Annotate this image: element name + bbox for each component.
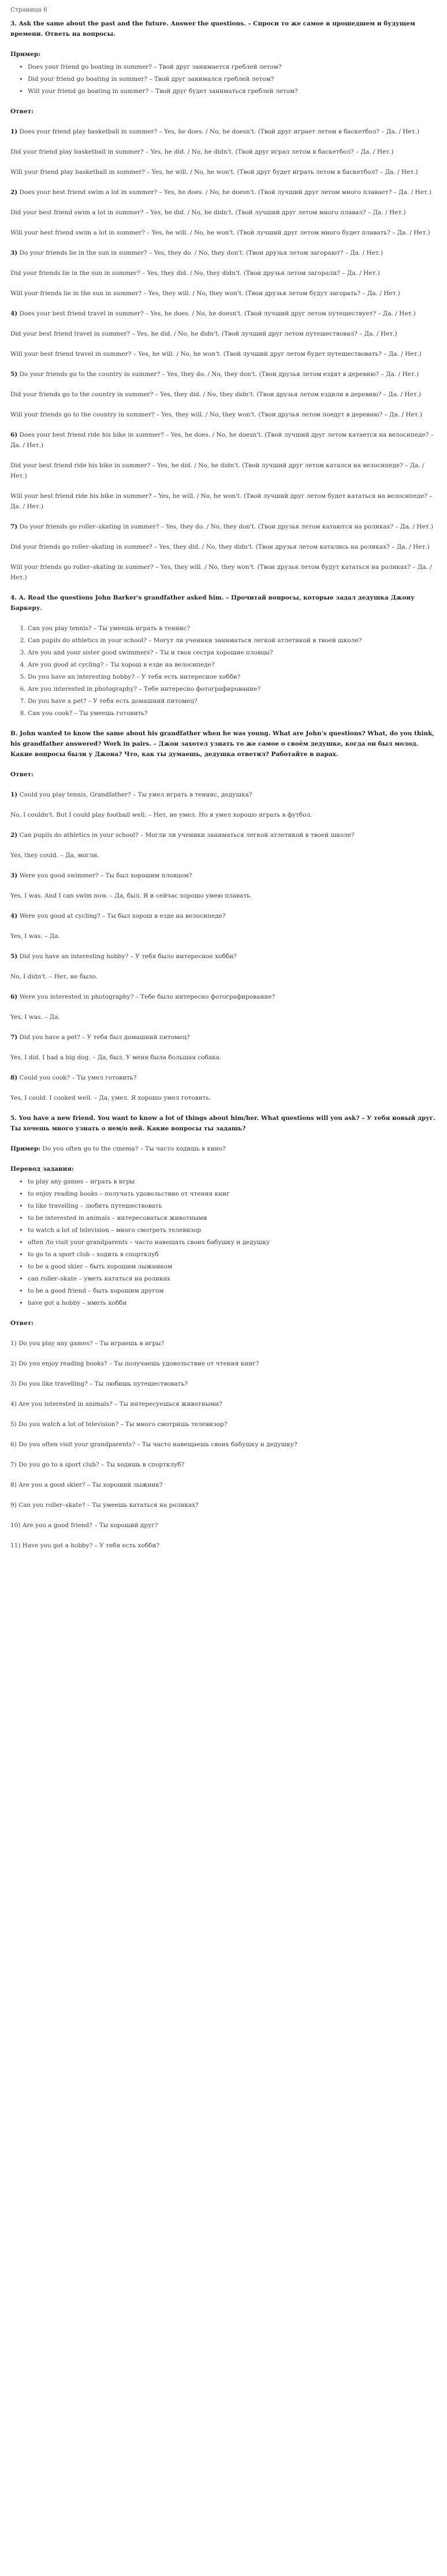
task4b-answer-group [10,992,435,1022]
page-label: Страница 6 [10,6,47,13]
list-item: 7. Do you have a pet? – У тебя есть домашний питомец? [28,696,435,706]
task3-heading: 3. Ask the same about the past and the future. Answer the questions. – Спроси то же самое в прошедшем и будущем времени. Ответь на вопросы. [10,20,415,38]
list-item: • to be interested in animals – интересоваться животными [28,1213,435,1223]
answer-line [10,430,435,451]
answer-number: 3) [10,872,18,879]
answer-line: Did your best friend swim a lot in summer? – Yes, he did. / No, he didn't. (Твой лучший друг летом много плавал? – Да. / Нет.) [10,209,406,216]
task5-translation-label: Перевод задания: [10,1166,74,1172]
task3-answer-group [10,248,435,299]
question-text: Could you cook? – Ты умел готовить? [19,1074,137,1081]
answer-line: Will your best friend travel in summer? – Yes, he will. / No, he won't. (Твой лучший друг летом будет путешествовать? – Да. / Нет.) [10,351,422,358]
reply-line: Yes, they could. – Да, могли. [10,852,99,859]
answer-text: Does your friend play basketball in summer? – Yes, he does. / No, he doesn't. (Твой друг играет летом в баскетбол? – Да. / Нет.) [19,128,419,135]
answer-line: Did your friends go roller–skating in summer? – Yes, they did. / No, they didn't. (Твои друзья летом катались на роликах? – Да. / Нет.) [10,544,430,550]
list-item: 5. Do you have an interesting hobby? – У тебя есть интересное хобби? [28,672,435,682]
answer-line: Did your friends go to the country in summer? – Yes, they did. / No, they didn't. (Твои друзья летом ездили в деревню? – Да. / Нет.) [10,391,422,398]
answer-number: 6) [10,431,18,438]
answer-line [10,308,435,319]
list-item: 1. Can you play tennis? – Ты умеешь играть в теннис? [28,623,435,634]
answer-line: Will your best friend swim a lot in summer? – Yes, he will. / No, he won't. (Твой лучший друг летом много будет плавать? – Да. / Нет.) [10,229,430,236]
answer-line [10,248,435,258]
list-item: 6. Are you interested in photography? – Тебе интересно фотографирование? [28,684,435,694]
list-item: • Did your friend go boating in summer? – Твой друг занимался греблей летом? [28,74,435,84]
reply-line: Yes, I did. I had a big dog. – Да, был. У меня была большая собака. [10,1054,222,1061]
question-line [10,992,435,1002]
task4b-answer-group [10,790,435,820]
list-item: 8. Can you cook? – Ты умеешь готовить? [28,708,435,719]
answer-number: 4) [10,310,18,317]
task4b-heading: B. John wanted to know the same about his grandfather when he was young. What are John's questions? What, do you think, his grandfather answered? Work in pairs. – Джон захотел узнать то же самое о своём дедушке, когда он был молод. Какие вопросы были у Джона? Что, как ты думаешь, дедушка ответил? Работайте в парах. [10,730,435,758]
answer-text: Do your friends go to the country in summer? – Yes, they do. / No, they don't. (Твои друзья летом ездят в деревню? – Да. / Нет.) [19,371,419,378]
answer-line: 6) Do you often visit your grandparents? – Ты часто навещаешь своих бабушку и дедушку? [10,1441,297,1448]
question-line [10,830,435,840]
answer-text: Does your best friend ride his bike in summer? – Yes, he does. / No, he doesn't. (Твой лучший друг летом катается на велосипеде? – Да. / Нет.) [10,431,434,449]
answer-line: 1) Do you play any games? – Ты играешь в игры? [10,1340,165,1347]
list-item: • to be a good friend – быть хорошим другом [28,1286,435,1296]
task4b-answer-group [10,911,435,941]
question-text: Did you have an interesting hobby? – У тебя было интересное хобби? [19,953,237,960]
answer-line: Did your friend play basketball in summer? – Yes, he did. / No, he didn't. (Твой друг играл летом в баскетбол? – Да. / Нет.) [10,148,394,155]
task4b-answer-group [10,1032,435,1063]
reply-line: Yes, I was. – Да. [10,933,60,940]
task4b-answer-group [10,1073,435,1103]
answer-number: 5) [10,953,18,960]
list-item: • to be a good skier – быть хорошим лыжником [28,1261,435,1272]
task4b-answer-label: Ответ: [10,771,34,778]
answer-number: 7) [10,523,18,530]
task4b-answer-group [10,830,435,861]
answer-line: 9) Can you roller–skate? – Ты умеешь кататься на роликах? [10,1502,199,1509]
task4a-question-list [10,623,435,719]
answer-line: Will your friend play basketball in summer? – Yes, he will. / No, he won't. (Твой друг будет играть летом в баскетбол? – Да. / Нет.) [10,169,418,176]
task3-answer-group [10,430,435,512]
answer-line: Will your friends go to the country in summer? – Yes, they will. / No, they won't. (Твои друзья летом поедут в деревню? – Да. / Нет.) [10,411,423,418]
answer-line: Will your friends go roller–skating in summer? – Yes, they will. / No, they won't. (Твои друзья летом будут кататься на роликах? – Да. / Нет.) [10,564,432,581]
answer-number: 2) [10,832,18,839]
answer-line: 4) Are you interested in animals? – Ты интересуешься животными? [10,1401,222,1408]
question-text: Did you have a pet? – У тебя был домашний питомец? [19,1034,190,1041]
list-item: • often /to visit your grandparents – часто навещать своих бабушку и дедушку [28,1237,435,1248]
answer-line: Did your best friend travel in summer? – Yes, he did. / No, he didn't. (Твой лучший друг летом путешествовал? – Да. / Нет.) [10,330,397,337]
answer-line [10,126,435,137]
answer-line: 3) Do you like travelling? – Ты любишь путешествовать? [10,1380,188,1387]
reply-line: Yes, I could. I cooked well. – Да, умел. Я хорошо умел готовить. [10,1095,211,1101]
answer-number: 1) [10,791,18,798]
answer-line: 10) Are you a good friend? – Ты хороший друг? [10,1522,158,1529]
answer-line: 2) Do you enjoy reading books? – Ты получаешь удовольствие от чтения книг? [10,1360,259,1367]
question-line [10,1073,435,1083]
list-item: • Does your friend go boating in summer? – Твой друг занимается греблей летом? [28,62,435,72]
answer-number: 3) [10,250,18,256]
task4b-answer-group [10,951,435,982]
answer-line [10,187,435,198]
answer-number: 4) [10,913,18,920]
task3-example-list [10,62,435,96]
answer-line: Did your friends lie in the sun in summer? – Yes, they did. / No, they didn't. (Твои друзья летом загорали? – Да. / Нет.) [10,270,380,277]
answer-line: 7) Do you go to a sport club? – Ты ходишь в спортклуб? [10,1461,185,1468]
task3-answer-group [10,187,435,238]
answer-text: Does your best friend travel in summer? – Yes, he does. / No, he doesn't. (Твой лучший друг летом путешествует? – Да. / Нет.) [19,310,416,317]
question-line [10,911,435,921]
answer-number: 7) [10,1034,18,1041]
list-item: 2. Can pupils do athletics in your school? – Могут ли ученики заниматься легкой атлетикой в твоей школе? [28,635,435,646]
list-item: 3. Are you and your sister good swimmers? – Ты и твоя сестра хорошие пловцы? [28,647,435,658]
list-item: • have got a hobby – иметь хобби [28,1298,435,1308]
reply-line: No, I didn't. – Нет, не было. [10,973,98,980]
task5-answer-label: Ответ: [10,1320,34,1327]
question-text: Could you play tennis, Grandfather? – Ты умел играть в теннис, дедушка? [19,791,252,798]
question-text: Were you good at cycling? – Ты был хорош в езде на велосипеде? [19,913,226,920]
answer-line: Did your best friend ride his bike in summer? – Yes, he did. / No, he didn't. (Твой лучший друг летом катался на велосипеде? – Да. / Нет.) [10,462,424,479]
question-line [10,870,435,881]
list-item: • to like travelling – любить путешествовать [28,1201,435,1211]
task4a-heading: 4. A. Read the questions John Barker's grandfather asked him. – Прочитай вопросы, которые задал дедушка Джону Баркеру. [10,594,415,612]
answer-line [10,522,435,532]
answer-number: 5) [10,371,18,378]
question-text: Can pupils do athletics in your school? – Могли ли ученики заниматься легкой атлетикой в твоей школе? [19,832,355,839]
list-item: • to enjoy reading books – получать удовольствие от чтения книг [28,1189,435,1199]
task3-answer-group [10,308,435,359]
answer-line: 11) Have you got a hobby? – У тебя есть хобби? [10,1542,159,1549]
task3-answer-group [10,369,435,420]
task3-answer-group [10,522,435,583]
reply-line: No, I couldn't. But I could play football well. – Нет, не умел. Но я умел хорошо играть в футбол. [10,811,312,818]
task4b-answer-group [10,870,435,901]
task5-example [10,1144,435,1154]
list-item: • to play any games – играть в игры [28,1177,435,1187]
question-line [10,951,435,962]
answer-number: 8) [10,1074,18,1081]
list-item: • can roller–skate – уметь кататься на роликах [28,1274,435,1284]
list-item: 4. Are you good at cycling? – Ты хорош в езде на велосипеде? [28,660,435,670]
answer-text: Does your best friend swim a lot in summer? – Yes, he does. / No, he doesn't. (Твой лучший друг летом много плавает? – Да. / Нет.) [19,189,432,196]
answer-line: Will your best friend ride his bike in summer? – Yes, he will. / No, he won't. (Твой лучший друг летом будет кататься на велосипеде? – Да. / Нет.) [10,493,433,510]
answer-line [10,369,435,379]
question-text: Were you good swimmer? – Ты был хорошим пловцом? [19,872,192,879]
answer-number: 2) [10,189,18,196]
answer-line: 8) Are you a good skier? – Ты хороший лыжник? [10,1481,163,1488]
answer-line: 5) Do you watch a lot of television? – Ты много смотришь телевизор? [10,1421,228,1428]
answer-number: 6) [10,993,18,1000]
answer-text: Do your friends lie in the sun in summer? – Yes, they do. / No, they don't. (Твои друзья летом загорают? – Да. / Нет.) [19,250,383,256]
question-line [10,790,435,800]
task5-example-text: Do you often go to the cinema? – Ты часто ходишь в кино? [42,1145,226,1152]
task5-heading: 5. You have a new friend. You want to know a lot of things about him/her. What questions will you ask? – У тебя новый друг. Ты хочешь много узнать о нем/о ней. Какие вопросы ты задашь? [10,1115,435,1132]
task5-translation-list [10,1177,435,1308]
task3-answer-label: Ответ: [10,108,34,115]
list-item: • Will your friend go boating in summer? – Твой друг будет заниматься греблей летом? [28,86,435,96]
question-line [10,1032,435,1043]
task5-example-label: Пример: [10,1145,41,1152]
task3-answer-group [10,126,435,177]
answer-number: 1) [10,128,18,135]
answer-text: Do your friends go roller–skating in summer? – Yes, they do. / No, they don't. (Твои друзья летом катаются на роликах? – Да. / Нет.) [19,523,434,530]
answer-line: Will your friends lie in the sun in summer? – Yes, they will. / No, they won't. (Твои друзья летом будут загорать? – Да. / Нет.) [10,290,400,297]
task3-example-label: Пример: [10,51,41,58]
reply-line: Yes, I was. – Да. [10,1014,60,1021]
list-item: • to go to a sport club – ходить в спортклуб [28,1249,435,1260]
question-text: Were you interested in photography? – Тебе было интересно фотографирование? [19,993,275,1000]
reply-line: Yes, I was. And I can swim now. – Да, был. Я и сейчас хорошо умею плавать. [10,892,252,899]
list-item: • to watch a lot of television – много смотреть телевизор [28,1225,435,1235]
